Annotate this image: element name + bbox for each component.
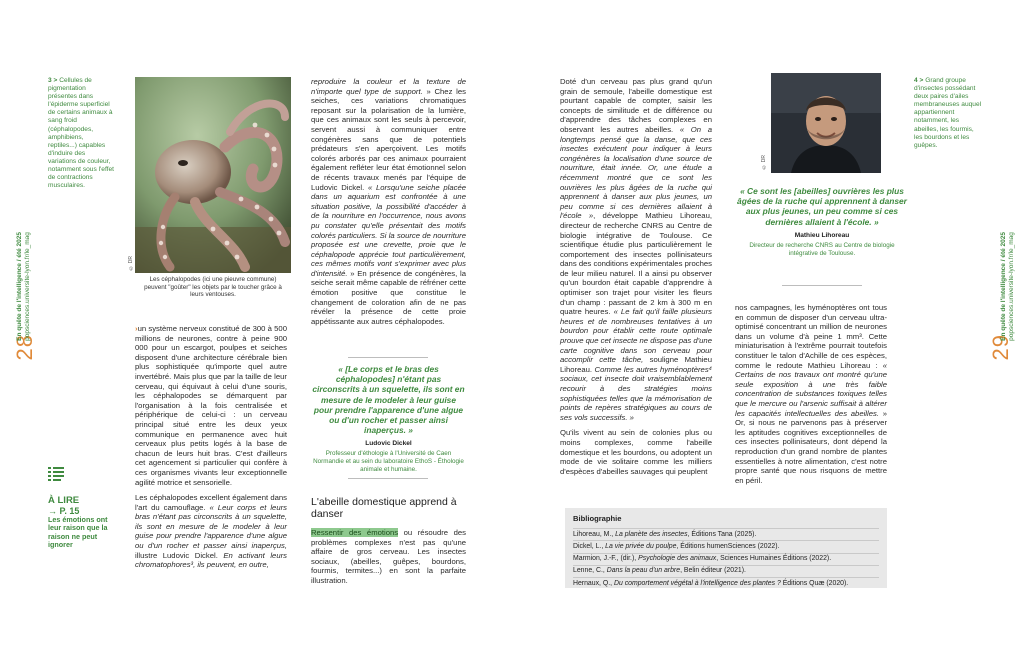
- image-credit-left: © DR: [128, 256, 134, 271]
- side-note-marker-right: 4 >: [914, 77, 924, 84]
- side-note-marker: 3 >: [48, 77, 58, 84]
- running-head-title: En quête de l'intelligence / été 2025: [16, 232, 23, 341]
- column-3: [560, 77, 712, 482]
- running-head-left: [16, 232, 32, 341]
- chevron-right-icon: ›: [135, 324, 138, 333]
- bibliography-list: [573, 528, 879, 589]
- side-note-text-right: Grand groupe d'insectes possédant deux paires d'ailes membraneuses auquel appartiennent notamment, les abeilles, les fourmis, les bourdons et les guêpes.: [914, 77, 982, 149]
- quote-divider-top: [348, 357, 428, 358]
- running-head-right: [1000, 232, 1016, 341]
- portrait-illustration: [771, 73, 881, 173]
- pull-quote-text: « [Le corps et le bras des céphalopodes] n'étant pas circonscrits à un squelette, ils sont en mesure de le modeler à leur guise pour prendre l'apparence d'une algue ou d'un rocher et passer ainsi inaperçus. »: [312, 364, 465, 436]
- pull-quote-role: Professeur d'éthologie à l'Université de Caen Normandie et au sein du laboratoire EthoS - Éthologie animale et humaine.: [313, 450, 464, 474]
- document-icon: [48, 466, 64, 482]
- pull-quote-dickel: [311, 364, 466, 474]
- pull-quote-text-right: « Ce sont les [abeilles] ouvrières les plus âgées de la ruche qui apprennent à danser aux plus jeunes, un peu comme si ces dernières allaient à l'école. »: [737, 186, 907, 227]
- portrait-photo: [771, 73, 881, 173]
- bibliography-entry: Marmion, J.-F., (dir.), Psychologie des animaux, Sciences Humaines Éditions (2022).: [573, 553, 879, 565]
- column-1: [135, 324, 287, 576]
- running-head-title-right: En quête de l'intelligence / été 2025: [1000, 232, 1007, 341]
- bibliography-entry: Lenne, C., Dans la peau d'un arbre, Belin éditeur (2021).: [573, 565, 879, 577]
- column-4: [735, 303, 887, 491]
- page-number-right: 29: [988, 334, 1013, 361]
- pull-quote-role-right: Directeur de recherche CNRS au Centre de biologie intégrative de Toulouse.: [749, 241, 895, 257]
- a-lire-page-ref[interactable]: → P. 15: [48, 506, 80, 516]
- col3-paragraph-2: Qu'ils vivent au sein de colonies plus ou moins complexes, comme l'abeille domestique et les bourdons, ou adoptent un mode de vie solitaire comme les milliers d'espèces d'abeilles sauvages qui peuplent: [560, 428, 712, 476]
- column-2: [311, 77, 466, 332]
- page-number-left: 28: [12, 334, 37, 361]
- col1-paragraph-2: Les céphalopodes excellent également dans l'art du camouflage. « Leur corps et leurs bras n'étant pas circonscrits à un squelette, ils sont en mesure de le modeler à leur guise pour prendre l'apparence d'une algue ou d'un rocher et passer ainsi inaperçus, illustre Ludovic Dickel. En activant leurs chromatophores³, ils peuvent, en outre,: [135, 493, 287, 570]
- bibliography-title: Bibliographie: [573, 514, 622, 523]
- section-heading: [311, 496, 466, 520]
- a-lire-box[interactable]: [48, 466, 116, 550]
- bibliography-box: [565, 508, 887, 588]
- a-lire-text: Les émotions ont leur raison que la raison ne peut ignorer: [48, 515, 108, 550]
- highlighted-text[interactable]: Ressentir des émotions: [311, 528, 399, 537]
- octopus-photo: [135, 77, 291, 273]
- side-note-text: Cellules de pigmentation présentes dans l'épiderme superficiel de certains animaux à sang froid (céphalopodes, amphibiens, reptiles...) capables d'induire des variations de couleur, notamment sous l'effet de contractions musculaires.: [48, 77, 115, 190]
- pull-quote-author: Ludovic Dickel: [365, 440, 412, 448]
- image-caption: Les céphalopodes (ici une pieuvre commune) peuvent "goûter" les objets par le toucher grâce à leurs ventouses.: [144, 276, 282, 299]
- col2-paragraph-1: reproduire la couleur et la texture de n'importe quel type de support. » Chez les seiches, ces variations chromatiques reposant sur la polarisation de la lumière, que ces animaux sont les seuls à percevoir, servent aussi à communiquer entre congénères sans que de potentiels prédateurs s'en aperçoivent. Les motifs colorés arborés par ces animaux pourraient également refléter leur état émotionnel selon de récents travaux menés par l'équipe de Ludovic Dickel. « Lorsqu'une seiche placée dans un aquarium est confrontée à une situation positive, la possibilité d'accéder à de la nourriture en l'occurrence, nous avons pu constater qu'elle présentait des motifs colorés particuliers. Si la source de nourriture proposée est une crevette, proie que le céphalopode apprécie tout particulièrement, ces mêmes motifs vont s'exprimer avec plus d'intensité. » En présence de congénères, la seiche serait même capable de réfréner cette émotion positive que constitue le changement de coloration afin de ne pas révéler la présence de cette proie appétissante aux autres céphalopodes.: [311, 77, 467, 326]
- col2-paragraph-2: Ressentir des émotions ou résoudre des problèmes complexes n'est pas qu'une affaire de gros cerveau. Les insectes sociaux, (abeilles, guêpes, bourdons, fourmis, termites...) en sont la parfaite illustration.: [311, 528, 466, 585]
- col4-paragraph-1: nos campagnes, les hyménoptères ont tous en commun de disposer d'un cerveau ultra-optimisé concentrant un million de neurones dans un volume d'à peine 1 mm³. Cette miniaturisation à l'extrême pourrait toutefois constituer le talon d'Achille de ces espèces, comme le redoute Mathieu Lihoreau : « Certains de nos travaux ont montré qu'une seule exposition à une très faible concentration de substances toxiques telles que le mercure ou l'arsenic suffisait à altérer les capacités intellectuelles des abeilles. » Or, si nous ne parvenons pas à préserver les aptitudes cognitives exceptionnelles de ces insectes pollinisateurs, dont dépend la reproduction d'un grand nombre de plantes essentielles à notre alimentation, c'est notre propre santé que nous risquons de mettre en péril.: [735, 303, 887, 485]
- pull-quote-lihoreau: [737, 186, 907, 257]
- bibliography-entry: Hernaux, Q., Du comportement végétal à l'intelligence des plantes ? Éditions Quæ (2020).: [573, 577, 879, 589]
- col3-paragraph-1: Doté d'un cerveau pas plus grand qu'un grain de semoule, l'abeille domestique est pourtant capable de compter, saisir les concepts de similitude et de différence ou d'apprendre des tâches complexes en observant les autres abeilles. « On a longtemps pensé que la danse, que ces insectes exécutent pour indiquer à leurs congénères la localisation d'une source de nourriture, était innée. Or, une étude a récemment montré que ce sont les ouvrières les plus âgées de la ruche qui apprennent à danser aux plus jeunes, un peu comme si ces dernières allaient à l'école », développe Mathieu Lihoreau, directeur de recherche CNRS au Centre de biologie intégrative de Toulouse. Ce scientifique étudie plus particulièrement le comportement des insectes pollinisateurs dans des conditions expérimentales proches de leur milieu naturel. Il a ainsi pu observer qu'un bourdon était capable d'apprendre à optimiser son trajet pour visiter les fleurs d'un champ : passant de 2 km à 300 m en quatre heures. « Le fait qu'il faille plusieurs heures et de nombreuses tentatives à un bourdon pour établir cette route optimale prouve que cet insecte ne dispose pas d'une carte cognitive dans son cerveau pour accomplir cette tâche, souligne Mathieu Lihoreau. Comme les autres hyménoptères⁴ sociaux, cet insecte doit vraisemblablement recourir à des stratégies moins sophistiquées telles que la mémorisation de points de repères stratégiques au cours de ses vols successifs. »: [560, 77, 713, 422]
- subheading-abeille: L'abeille domestique apprend à danser: [311, 496, 457, 520]
- running-head-url: popsciences.universite-lyon.fr/le_mag: [24, 232, 31, 341]
- side-note-chromatophores: [48, 77, 114, 190]
- col1-paragraph-1: ›un système nerveux constitué de 300 à 500 millions de neurones, contre à peine 900 000 pour un escargot, poulpes et seiches disposent d'une architecture cérébrale bien plus sophistiquée qu'importe quel autre invertébré. Mais plus que par la taille de leur cerveau, qui équivaut à celui d'une souris, les céphalopodes se démarquent par l'organisation à la fois centralisée et périphérique de celui-ci : un cerveau principal situé entre les deux yeux communique en permanence avec huit cerveaux plus petits logés à la base de chacun de leurs huit bras. C'est d'ailleurs cet agencement si particulier qui confère à ces organismes vivants leur exceptionnelle agilité motrice et sensorielle.: [135, 324, 287, 487]
- octopus-illustration: [135, 77, 291, 273]
- quote-divider-bottom: [348, 478, 428, 479]
- bibliography-entry: Dickel, L., La vie privée du poulpe, Éditions humenSciences (2022).: [573, 540, 879, 552]
- pull-quote-author-right: Mathieu Lihoreau: [794, 231, 850, 239]
- right-quote-divider: [782, 285, 862, 286]
- a-lire-title: À LIRE: [48, 495, 80, 506]
- side-note-hymenopteres: [914, 77, 982, 150]
- portrait-credit: © DR: [761, 155, 767, 170]
- bibliography-entry: Lihoreau, M., La planète des insectes, Éditions Tana (2025).: [573, 528, 879, 540]
- column-2-bottom: [311, 528, 466, 592]
- running-head-url-right: popsciences.universite-lyon.fr/le_mag: [1008, 232, 1015, 341]
